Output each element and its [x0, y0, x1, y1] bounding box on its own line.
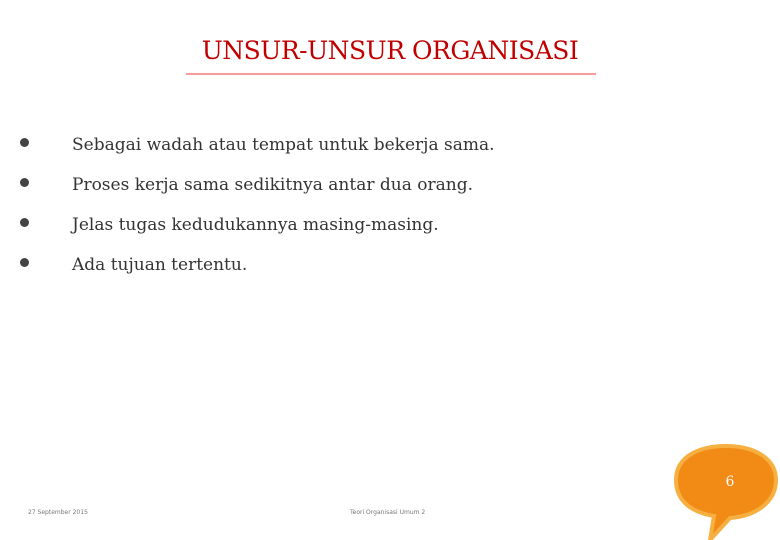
slide-title: UNSUR-UNSUR ORGANISASI	[201, 36, 579, 65]
bullet-text: Sebagai wadah atau tempat untuk bekerja sama.	[72, 135, 495, 155]
page-number-bubble-icon	[668, 440, 780, 540]
bullet-dot-icon	[20, 138, 29, 147]
bullet-dot-icon	[20, 258, 29, 267]
footer-date: 27 September 2015	[28, 509, 88, 516]
bullet-dot-icon	[20, 218, 29, 227]
bullet-text: Ada tujuan tertentu.	[72, 255, 248, 275]
bullet-dot-icon	[20, 178, 29, 187]
title-underline	[186, 73, 596, 75]
footer-title: Teori Organisasi Umum 2	[350, 509, 426, 516]
bullet-text: Jelas tugas kedudukannya masing-masing.	[72, 215, 439, 235]
page-number: 6	[725, 474, 735, 490]
bullet-text: Proses kerja sama sedikitnya antar dua orang.	[72, 175, 473, 195]
